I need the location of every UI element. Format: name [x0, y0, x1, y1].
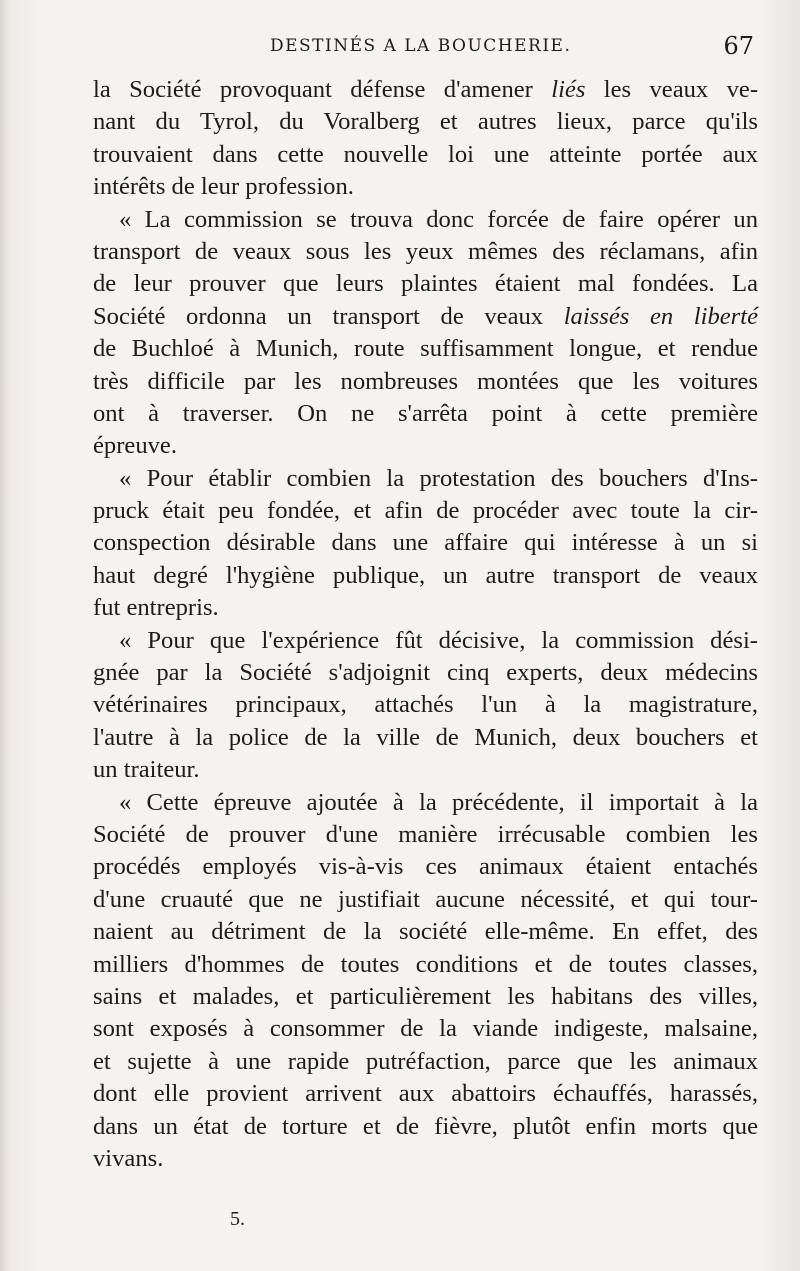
text-line [93, 722, 758, 754]
text-line [93, 236, 758, 268]
paragraph [93, 74, 758, 204]
text-line [93, 74, 758, 106]
text-line [93, 981, 758, 1013]
text-line [93, 754, 758, 786]
page-number: 67 [723, 32, 754, 60]
text-line [93, 204, 758, 236]
text-line [93, 1111, 758, 1143]
body-text [93, 74, 758, 1175]
text-segment: la Société provoquant défense d'amener [93, 76, 552, 103]
text-segment: naient au détriment de la société elle-même. En effet, des [93, 918, 758, 946]
text-segment: très difficile par les nombreuses montées que les voitures [93, 367, 758, 395]
text-segment: procédés employés vis-à-vis ces animaux étaient entachés [93, 853, 758, 881]
text-segment: Société de prouver d'une manière irrécusable combien les [93, 820, 758, 848]
paragraph [93, 463, 758, 625]
text-segment: milliers d'hommes de toutes conditions et de toutes classes, [93, 950, 758, 978]
text-segment: vétérinaires principaux, attachés l'un à la magistrature, [93, 691, 758, 719]
text-segment: de leur prouver que leurs plaintes étaient mal fondées. La [93, 270, 758, 298]
text-segment: et sujette à une rapide putréfaction, parce que les animaux [93, 1047, 758, 1075]
text-segment: vivans. [93, 1144, 164, 1172]
text-line [93, 171, 758, 203]
text-line [93, 1013, 758, 1045]
italic-text: liés [551, 76, 586, 103]
text-segment: sont exposés à consommer de la viande indigeste, malsaine, [93, 1015, 758, 1043]
text-line [93, 592, 758, 624]
text-line [93, 851, 758, 883]
text-segment: « Cette épreuve ajoutée à la précédente, il importait à la [119, 788, 758, 816]
text-line [93, 268, 758, 300]
paragraph [93, 625, 758, 787]
text-segment: trouvaient dans cette nouvelle loi une atteinte portée aux [93, 140, 758, 168]
text-line [93, 819, 758, 851]
text-segment: un traiteur. [93, 756, 200, 784]
text-segment: « Pour que l'expérience fût décisive, la commission dési- [119, 626, 758, 654]
text-line [93, 949, 758, 981]
italic-text: laissés en liberté [563, 302, 758, 330]
text-segment: d'une cruauté que ne justifiait aucune nécessité, et qui tour- [93, 885, 758, 913]
text-line [93, 787, 758, 819]
text-line [93, 1143, 758, 1175]
text-line [93, 398, 758, 430]
text-line [93, 560, 758, 592]
text-segment: pruck était peu fondée, et afin de procéder avec toute la cir- [93, 497, 758, 525]
text-segment: Société ordonna un transport de veaux [93, 302, 564, 330]
text-line [93, 1078, 758, 1110]
running-head: DESTINÉS A LA BOUCHERIE. [270, 36, 572, 56]
text-segment: dans un état de torture et de fièvre, plutôt enfin morts que [93, 1112, 758, 1140]
text-line [93, 301, 758, 333]
text-segment: « La commission se trouva donc forcée de faire opérer un [119, 205, 758, 233]
text-segment: épreuve. [93, 432, 177, 460]
text-line [93, 1046, 758, 1078]
text-line [93, 430, 758, 462]
text-segment: les veaux ve- [585, 76, 759, 103]
text-line [93, 689, 758, 721]
text-segment: nant du Tyrol, du Voralberg et autres lieux, parce qu'ils [93, 108, 758, 136]
text-line [93, 139, 758, 171]
text-line [93, 657, 758, 689]
text-segment: haut degré l'hygiène publique, un autre transport de veaux [93, 561, 758, 589]
text-line [93, 495, 758, 527]
text-segment: « Pour établir combien la protestation des bouchers d'Ins- [119, 464, 758, 492]
text-segment: conspection désirable dans une affaire qui intéresse à un si [93, 529, 758, 557]
text-segment: dont elle provient arrivent aux abattoirs échauffés, harassés, [93, 1080, 758, 1108]
page-header [100, 30, 760, 64]
text-line [93, 366, 758, 398]
paragraph [93, 204, 758, 463]
text-segment: sains et malades, et particulièrement les habitans des villes, [93, 982, 758, 1010]
text-line [93, 884, 758, 916]
text-segment: de Buchloé à Munich, route suffisamment longue, et rendue [93, 335, 758, 363]
signature-mark: 5. [230, 1208, 245, 1230]
text-line [93, 106, 758, 138]
paragraph [93, 787, 758, 1176]
text-segment: l'autre à la police de la ville de Munich, deux bouchers et [93, 723, 758, 751]
text-line [93, 333, 758, 365]
text-segment: gnée par la Société s'adjoignit cinq experts, deux médecins [93, 659, 758, 687]
text-segment: transport de veaux sous les yeux mêmes des réclamans, afin [93, 237, 758, 265]
text-segment: fut entrepris. [93, 594, 219, 622]
text-line [93, 916, 758, 948]
text-segment: intérêts de leur profession. [93, 173, 354, 201]
text-line [93, 463, 758, 495]
text-line [93, 527, 758, 559]
text-segment: ont à traverser. On ne s'arrêta point à cette première [93, 399, 758, 427]
text-line [93, 625, 758, 657]
